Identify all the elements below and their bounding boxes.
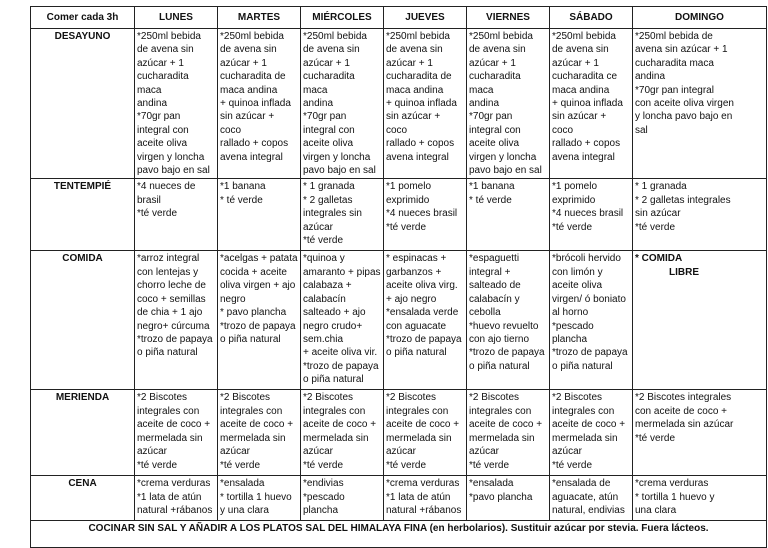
day-header-thursday: JUEVES [384,7,467,29]
header-row [31,7,767,29]
meal-cell: *endivias *pescado plancha [301,476,384,521]
meal-label-desayuno: DESAYUNO [31,29,135,179]
weekly-meal-table [30,6,767,548]
meal-cell: *250ml bebida de avena sin azúcar + 1 cucharadita de maca andina + quinoa inflada sin azúcar + coco rallado + copos avena integral [218,29,301,179]
meal-cell: * 1 granada * 2 galletas integrales sin azúcar *té verde [633,179,767,251]
meal-cell: *1 pomelo exprimido *4 nueces brasil *té verde [384,179,467,251]
meal-label-tentempie: TENTEMPIÉ [31,179,135,251]
meal-cell: *crema verduras *1 lata de atún natural +rábanos [384,476,467,521]
free-meal-line-1: * COMIDA [635,253,683,265]
meal-cell: *ensalada de aguacate, atún natural, endivias [550,476,633,521]
meal-cell: *arroz integral con lentejas y chorro leche de coco + semillas de chia + 1 ajo negro+ cúrcuma *trozo de papaya o piña natural [135,251,218,390]
meal-cell: *2 Biscotes integrales con aceite de coco + mermelada sin azúcar *té verde [550,390,633,476]
meal-cell: *brócoli hervido con limón y aceite oliva virgen/ ó boniato al horno *pescado plancha *trozo de papaya o piña natural [550,251,633,390]
meal-cell: *crema verduras * tortilla 1 huevo y una clara [633,476,767,521]
meal-cell: *1 banana * té verde [467,179,550,251]
meal-cell: *1 banana * té verde [218,179,301,251]
meal-cell: *250ml bebida de avena sin azúcar + 1 cucharadita maca andina *70gr pan integral con aceite oliva virgen y loncha pavo bajo en sal [135,29,218,179]
meal-cell: *250ml bebida de avena sin azúcar + 1 cucharadita maca andina *70gr pan integral con aceite oliva virgen y loncha pavo bajo en sal [467,29,550,179]
meal-cell: *ensalada *pavo plancha [467,476,550,521]
day-header-friday: VIERNES [467,7,550,29]
day-header-sunday: DOMINGO [633,7,767,29]
meal-cell: *1 pomelo exprimido *4 nueces brasil *té verde [550,179,633,251]
meal-cell: *2 Biscotes integrales con aceite de coco + mermelada sin azúcar *té verde [633,390,767,476]
meal-cell: *4 nueces de brasil *té verde [135,179,218,251]
free-meal-cell [633,251,767,390]
meal-label-merienda: MERIENDA [31,390,135,476]
meal-cell: *2 Biscotes integrales con aceite de coco + mermelada sin azúcar *té verde [467,390,550,476]
corner-header: Comer cada 3h [31,7,135,29]
meal-row-cena [31,476,767,521]
day-header-tuesday: MARTES [218,7,301,29]
meal-cell: *2 Biscotes integrales con aceite de coco + mermelada sin azúcar *té verde [301,390,384,476]
meal-cell: * espinacas + garbanzos + aceite oliva virg. + ajo negro *ensalada verde con aguacate *trozo de papaya o piña natural [384,251,467,390]
meal-cell: *ensalada * tortilla 1 huevo y una clara [218,476,301,521]
meal-cell: *espaguetti integral + salteado de calabacín y cebolla *huevo revuelto con ajo tierno *trozo de papaya o piña natural [467,251,550,390]
meal-cell: *250ml bebida de avena sin azúcar + 1 cucharadita maca andina *70gr pan integral con aceite oliva virgen y loncha pavo bajo en sal [633,29,767,179]
meal-cell: *2 Biscotes integrales con aceite de coco + mermelada sin azúcar *té verde [135,390,218,476]
meal-cell: *250ml bebida de avena sin azúcar + 1 cucharadita maca andina *70gr pan integral con aceite oliva virgen y loncha pavo bajo en sal [301,29,384,179]
meal-row-comida [31,251,767,390]
day-header-monday: LUNES [135,7,218,29]
meal-label-cena: CENA [31,476,135,521]
free-meal-line-2: LIBRE [669,266,699,278]
meal-cell: *2 Biscotes integrales con aceite de coco + mermelada sin azúcar *té verde [384,390,467,476]
meal-row-merienda [31,390,767,476]
meal-cell: *250ml bebida de avena sin azúcar + 1 cucharadita ce maca andina + quinoa inflada sin azúcar + coco rallado + copos avena integral [550,29,633,179]
meal-cell: *acelgas + patata cocida + aceite oliva virgen + ajo negro * pavo plancha *trozo de papaya o piña natural [218,251,301,390]
meal-row-tentempie [31,179,767,251]
footer-row [31,521,767,548]
meal-cell: * 1 granada * 2 galletas integrales sin azúcar *té verde [301,179,384,251]
footer-note: COCINAR SIN SAL Y AÑADIR A LOS PLATOS SAL DEL HIMALAYA FINA (en herbolarios). Sustituir azúcar por stevia. Fuera lácteos. [31,521,767,548]
meal-row-desayuno [31,29,767,179]
meal-cell: *2 Biscotes integrales con aceite de coco + mermelada sin azúcar *té verde [218,390,301,476]
meal-label-comida: COMIDA [31,251,135,390]
day-header-wednesday: MIÉRCOLES [301,7,384,29]
meal-cell: *quinoa y amaranto + pipas calabaza + calabacín salteado + ajo negro crudo+ sem.chia + aceite oliva vir. *trozo de papaya o piña natural [301,251,384,390]
meal-cell: *crema verduras *1 lata de atún natural +rábanos [135,476,218,521]
day-header-saturday: SÁBADO [550,7,633,29]
meal-cell: *250ml bebida de avena sin azúcar + 1 cucharadita de maca andina + quinoa inflada sin azúcar + coco rallado + copos avena integral [384,29,467,179]
